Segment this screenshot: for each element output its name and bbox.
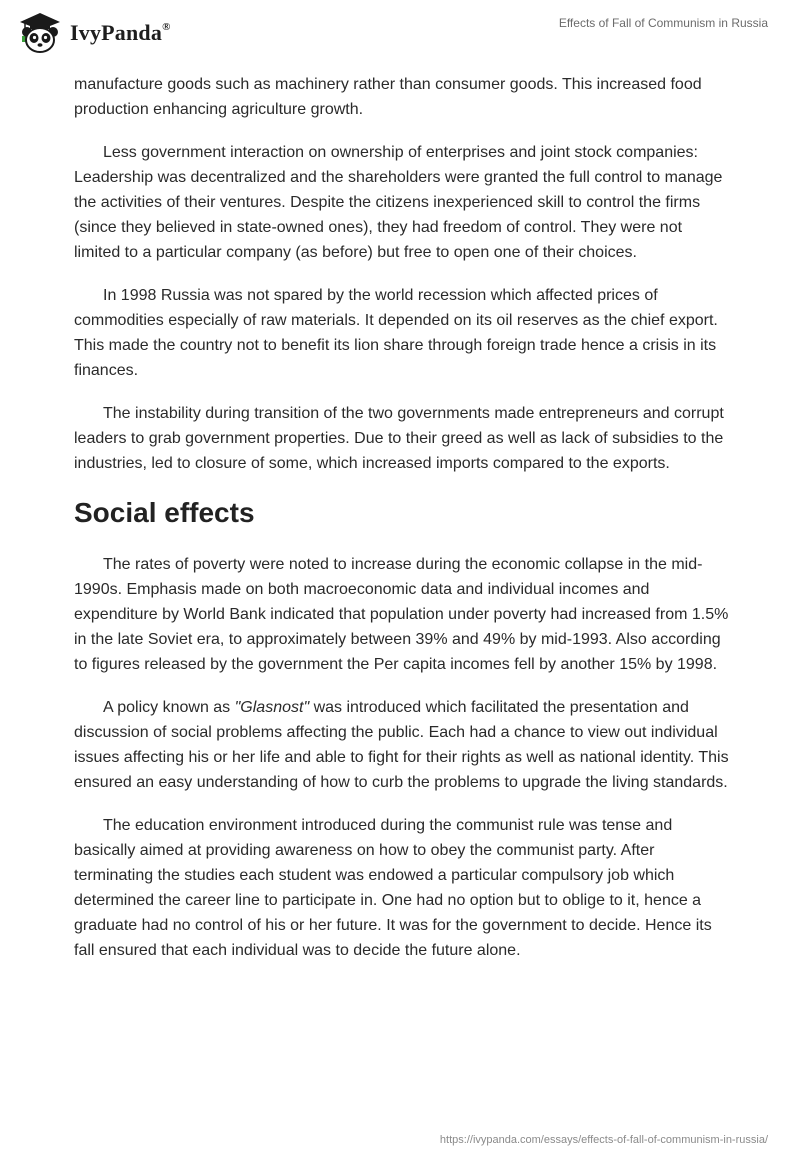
heading-social-effects: Social effects bbox=[74, 497, 255, 528]
page-header bbox=[0, 0, 800, 64]
paragraph-poverty: The rates of poverty were noted to increase during the economic collapse in the mid-1990s. Emphasis made on both macroeconomic data and individual incomes and expenditure by World Bank indicated that population under poverty had increased from 1.5% in the late Soviet era, to approximately between 39% and 49% by mid-1993. Also according to figures released by the government the Per capita incomes fell by another 15% by 1998. bbox=[74, 556, 729, 673]
paragraph-education: The education environment introduced during the communist rule was tense and basically aimed at providing awareness on how to obey the communist party. After terminating the studies each student was endowed a particular compulsory job which determined the career line to participate in. One had no option but to oblige to it, hence a graduate had no control of his or her future. It was for the government to decide. Hence its fall ensured that each individual was to decide the future alone. bbox=[74, 817, 712, 959]
document-title: Effects of Fall of Communism in Russia bbox=[558, 16, 768, 30]
paragraph-ownership: Less government interaction on ownership of enterprises and joint stock companies: Leadership was decentralized and the shareholders were granted the full control to manage the activities of their ventures. Despite the citizens inexperienced skill to control the firms (since they believed in state-owned ones), they had freedom of control. They were not limited to a particular company (as before) but free to open one of their choices. bbox=[74, 144, 723, 261]
logo[interactable] bbox=[16, 8, 171, 56]
source-url[interactable]: https://ivypanda.com/essays/effects-of-fall-of-communism-in-russia/ bbox=[439, 1134, 768, 1146]
paragraph-glasnost: A policy known as "Glasnost" was introduced which facilitated the presentation and discussion of social problems affecting the public. Each had a chance to view out individual issues affecting his or her life and able to fight for their rights as well as national identity. This ensured an easy understanding of how to curb the problems to upgrade the living standards. bbox=[74, 699, 729, 791]
paragraph-recession: In 1998 Russia was not spared by the world recession which affected prices of commodities especially of raw materials. It depended on its oil reserves as the chief export. This made the country not to benefit its lion share through foreign trade hence a crisis in its finances. bbox=[74, 287, 718, 379]
panda-graduate-icon bbox=[16, 10, 64, 54]
brand-name: IvyPanda® bbox=[70, 20, 171, 45]
essay-body bbox=[74, 72, 730, 981]
paragraph-instability: The instability during transition of the two governments made entrepreneurs and corrupt leaders to grab government properties. Due to their greed as well as lack of subsidies to the industries, led to closure of some, which increased imports compared to the exports. bbox=[74, 405, 724, 472]
glasnost-term: "Glasnost" bbox=[234, 699, 310, 716]
paragraph-intro: manufacture goods such as machinery rather than consumer goods. This increased food production enhancing agriculture growth. bbox=[74, 76, 702, 118]
